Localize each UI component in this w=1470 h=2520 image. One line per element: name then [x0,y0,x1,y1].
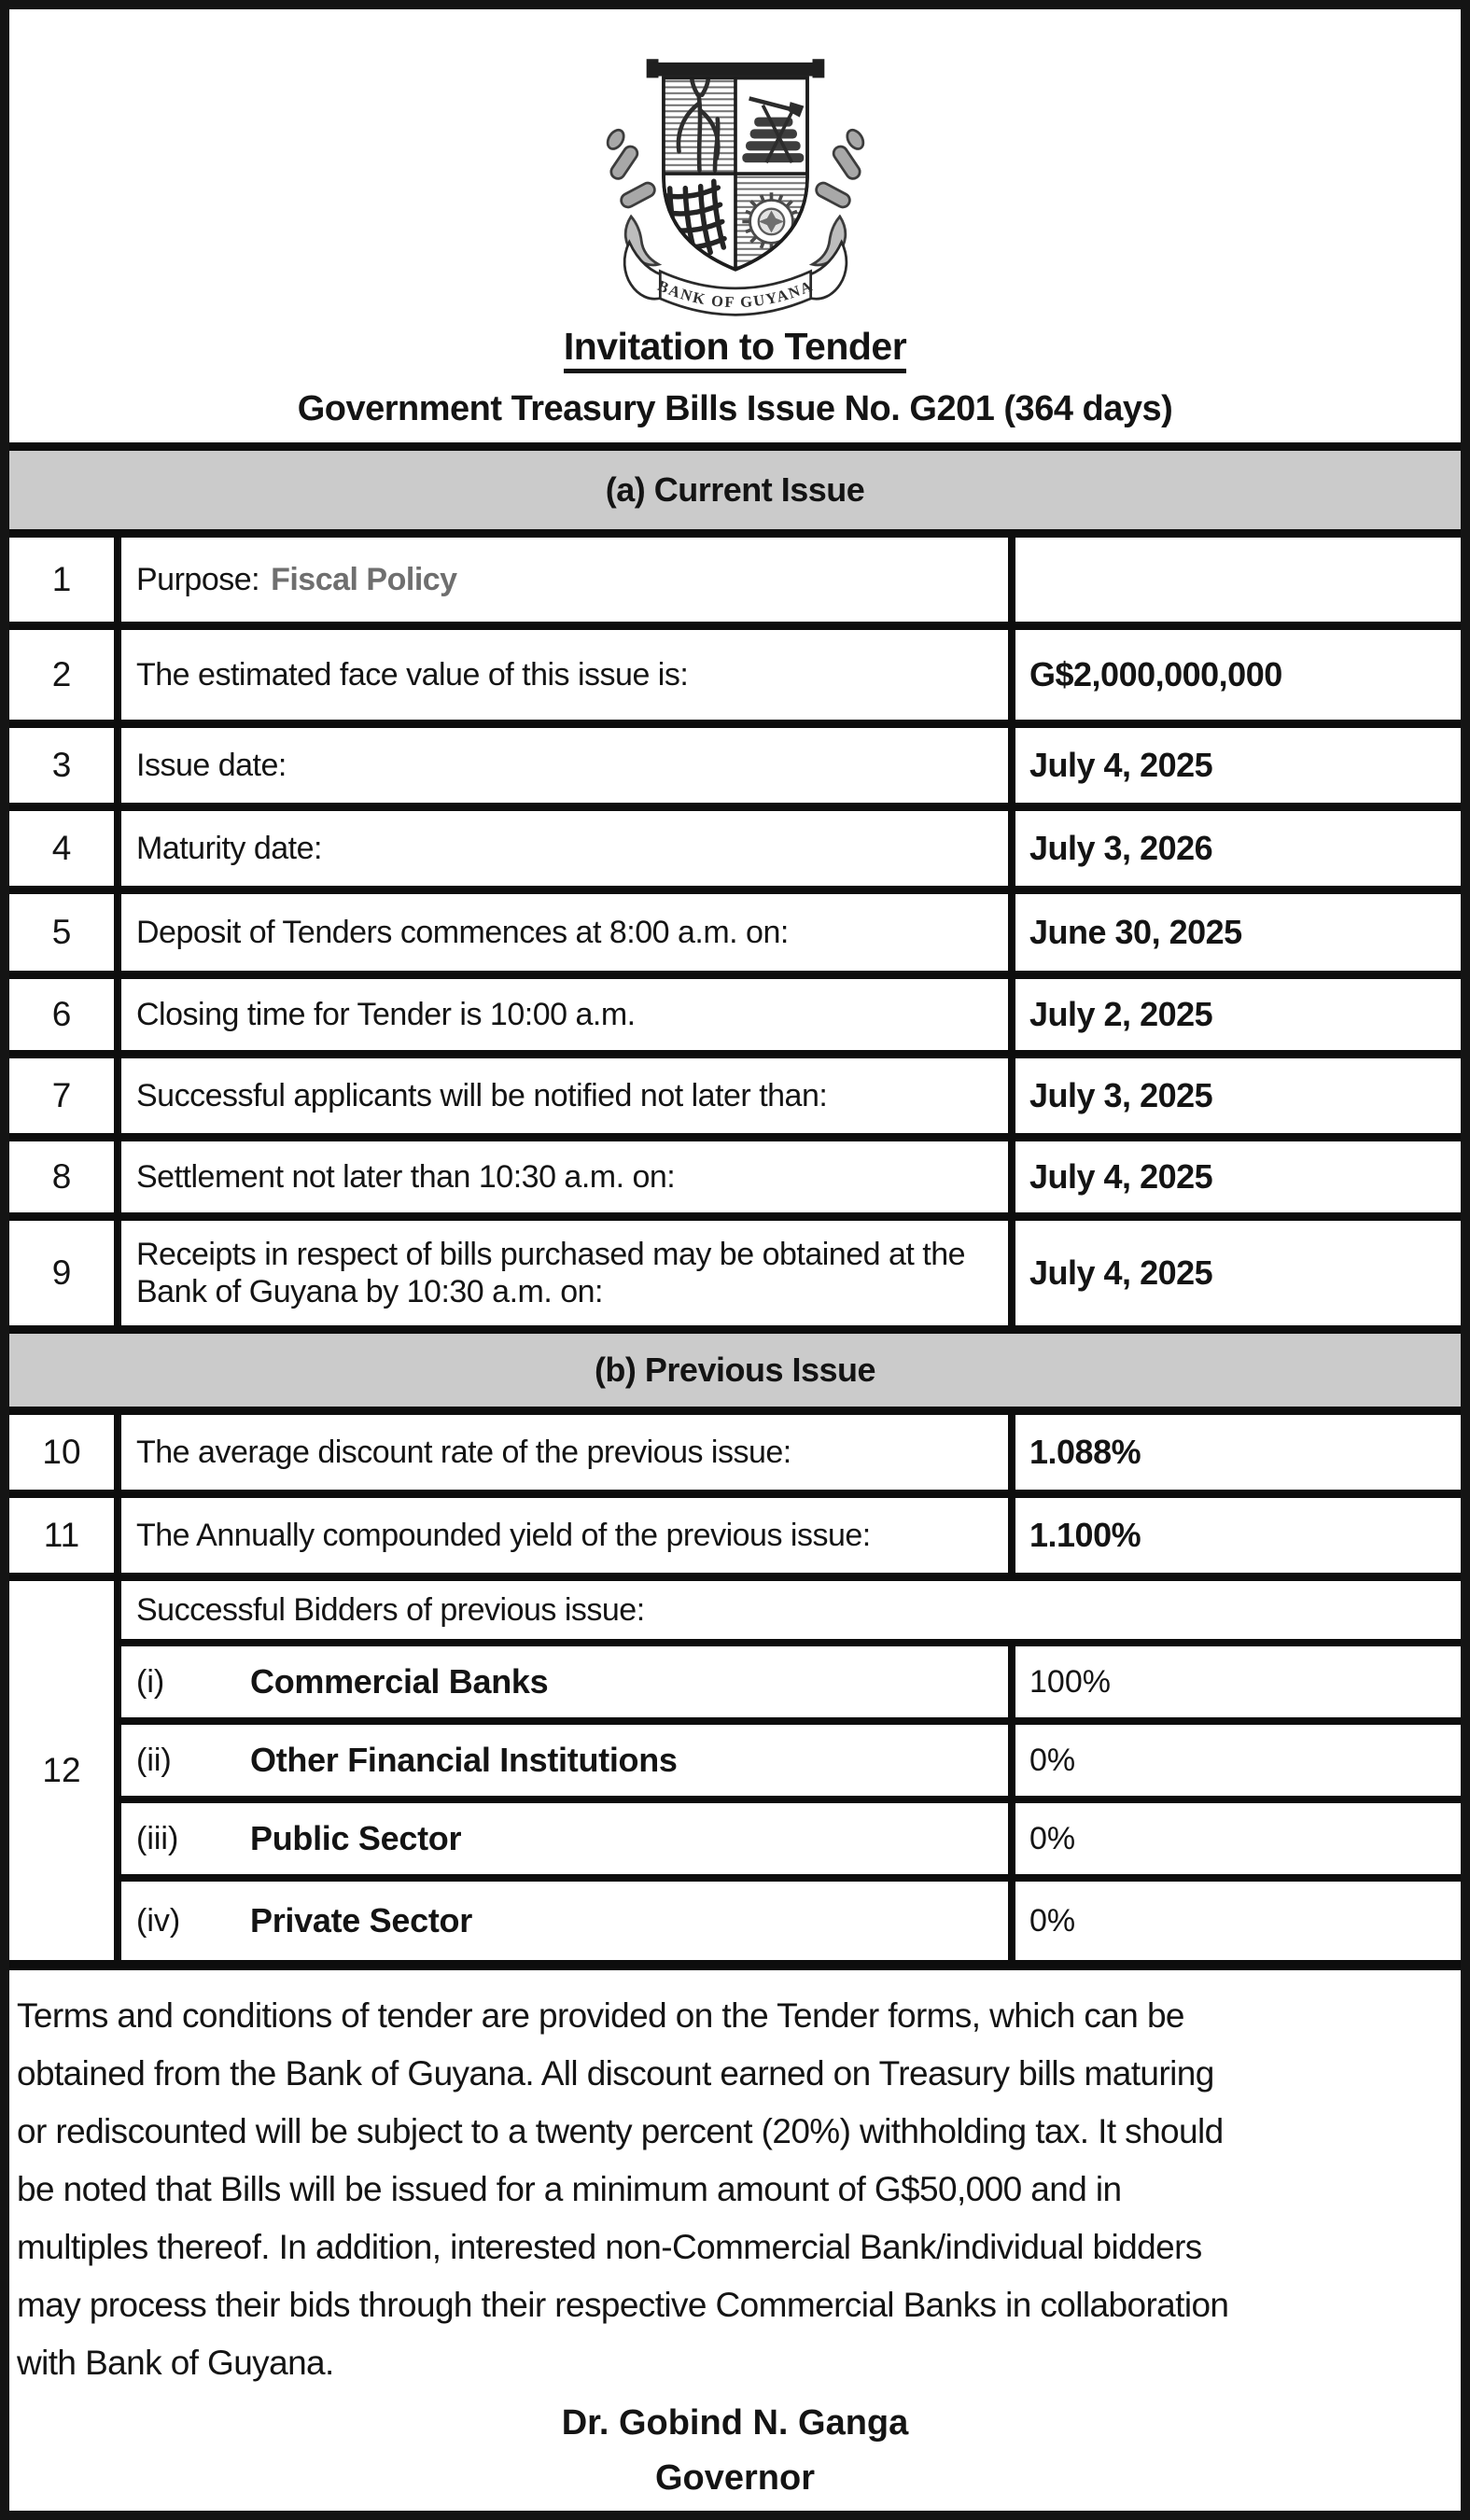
row-number: 10 [9,1415,114,1490]
row-number: 3 [9,728,114,803]
row-number: 6 [9,979,114,1050]
row-value: G$2,000,000,000 [1015,630,1461,720]
bidder-value: 0% [1015,1725,1461,1796]
page-title: Invitation to Tender [9,325,1461,369]
row-number: 11 [9,1498,114,1573]
row-label: Maturity date: [121,811,1008,886]
issue-table [9,442,1461,1970]
document-header [9,9,1461,429]
section-header-previous-issue: (b) Previous Issue [9,1334,1461,1407]
bidder-value: 0% [1015,1803,1461,1874]
table-row [9,1141,1461,1212]
table-row [9,979,1461,1050]
row-label: Issue date: [121,728,1008,803]
bidder-name: Commercial Banks [250,1662,549,1701]
bidder-roman: (ii) [136,1742,172,1778]
bidder-label [121,1725,1008,1796]
row-value: July 2, 2025 [1015,979,1461,1050]
bank-of-guyana-crest-icon [581,49,889,321]
row-value: 1.100% [1015,1498,1461,1573]
terms-line: or rediscounted will be subject to a twenty percent (20%) withholding tax. It should [17,2112,1224,2150]
purpose-emphasis: Fiscal Policy [271,561,457,597]
row-number: 8 [9,1141,114,1212]
table-row [9,538,1461,622]
row-number: 4 [9,811,114,886]
row-label: Settlement not later than 10:30 a.m. on: [121,1141,1008,1212]
bidder-roman: (iv) [136,1902,181,1939]
table-row [9,894,1461,971]
terms-line: obtained from the Bank of Guyana. All discount earned on Treasury bills maturing [17,2054,1214,2093]
row-label: Successful applicants will be notified not later than: [121,1058,1008,1133]
row-number: 2 [9,630,114,720]
bidder-row [121,1882,1461,1960]
row-label: Receipts in respect of bills purchased may be obtained at the Bank of Guyana by 10:30 a.m. on: [121,1221,1008,1325]
row-label: The average discount rate of the previous issue: [121,1415,1008,1490]
row-label: Closing time for Tender is 10:00 a.m. [121,979,1008,1050]
bidder-label [121,1882,1008,1960]
row-value: July 4, 2025 [1015,1141,1461,1212]
bidders-header: Successful Bidders of previous issue: [121,1581,1461,1639]
section-header-current-issue: (a) Current Issue [9,451,1461,529]
signature-name: Dr. Gobind N. Ganga [561,2403,909,2443]
table-row [9,1221,1461,1325]
table-row [9,1058,1461,1133]
table-row [9,1415,1461,1490]
row-label: Deposit of Tenders commences at 8:00 a.m. on: [121,894,1008,971]
shield [646,59,824,276]
row-value: 1.088% [1015,1415,1461,1490]
bidder-value: 100% [1015,1646,1461,1717]
rice-sun-icon [742,192,800,250]
table-row [9,811,1461,886]
row-value: July 3, 2026 [1015,811,1461,886]
row-value: June 30, 2025 [1015,894,1461,971]
terms-line: be noted that Bills will be issued for a minimum amount of G$50,000 and in [17,2170,1122,2208]
row-number: 9 [9,1221,114,1325]
terms-paragraph [9,1970,1461,2392]
row-number: 12 [9,1581,114,1960]
row-label: The estimated face value of this issue is: [121,630,1008,720]
bidder-name: Public Sector [250,1819,462,1857]
table-row [9,630,1461,720]
row-number: 7 [9,1058,114,1133]
bidder-label [121,1803,1008,1874]
bidder-row [121,1725,1461,1796]
table-row [9,1498,1461,1573]
terms-line: may process their bids through their respective Commercial Banks in collaboration [17,2286,1229,2324]
row-value: July 3, 2025 [1015,1058,1461,1133]
table-row [9,728,1461,803]
banner-text: BANK OF GUYANA [654,276,816,312]
bidder-label [121,1646,1008,1717]
bidder-row [121,1646,1461,1717]
row-value [1015,538,1461,622]
bidders-block [9,1581,1461,1960]
row-number: 5 [9,894,114,971]
bidder-roman: (iii) [136,1820,179,1856]
terms-line: multiples thereof. In addition, interested non-Commercial Bank/individual bidders [17,2228,1202,2266]
bidder-name: Other Financial Institutions [250,1741,678,1779]
row-value: July 4, 2025 [1015,1221,1461,1325]
bidder-roman: (i) [136,1663,165,1700]
purpose-label: Purpose: [136,561,260,597]
bidder-value: 0% [1015,1882,1461,1960]
bidder-name: Private Sector [250,1901,472,1939]
doc-heading: Government Treasury Bills Issue No. G201 (364 days) [297,389,1173,428]
signature-title: Governor [654,2458,816,2498]
terms-line: with Bank of Guyana. [17,2344,334,2382]
terms-line: Terms and conditions of tender are provided on the Tender forms, which can be [17,1996,1184,2035]
row-label: The Annually compounded yield of the previous issue: [121,1498,1008,1573]
row-label [121,538,1008,622]
row-number: 1 [9,538,114,622]
row-value: July 4, 2025 [1015,728,1461,803]
bidder-row [121,1803,1461,1874]
